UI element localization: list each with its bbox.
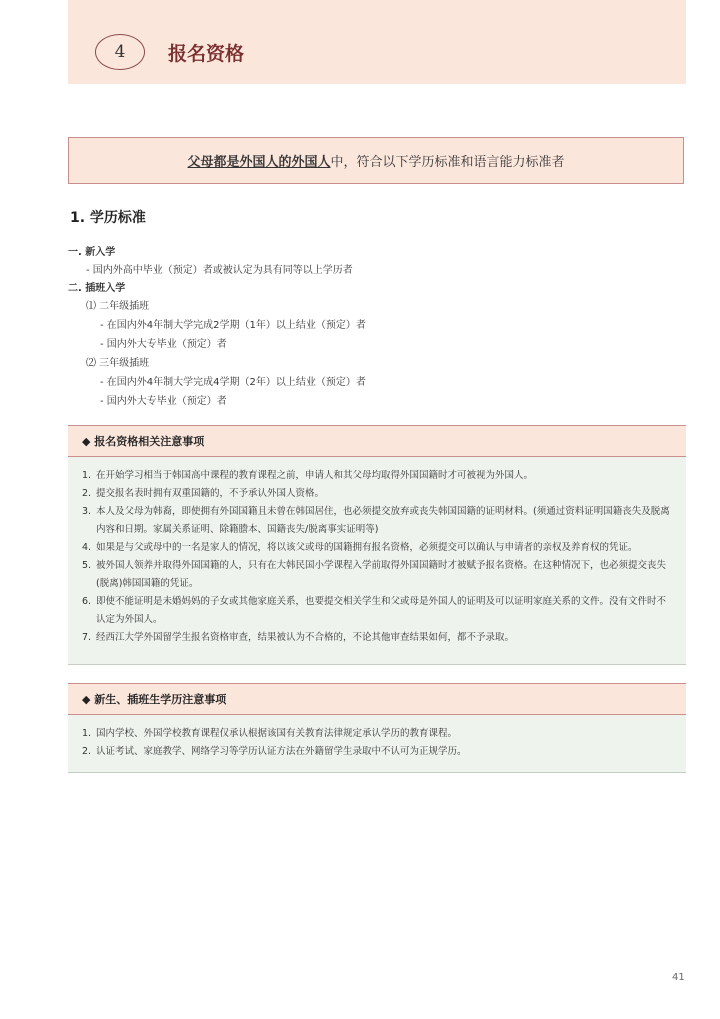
section-title: 报名资格 <box>168 43 245 65</box>
list-item: 1. 国内学校、外国学校教育课程仅承认根据该国有关教育法律规定承认学历的教育课程。 <box>82 728 458 739</box>
list-item: 7. 经西江大学外国留学生报名资格审查，结果被认为不合格的，不论其他审查结果如何，都不予录取。 <box>82 632 515 643</box>
list-item: 2. 认证考试、家庭教学、网络学习等学历认证方法在外籍留学生录取中不认可为正规学历。 <box>82 746 467 757</box>
new-entry-label: 一. 新入学 <box>68 247 116 258</box>
transfer-item: - 国内外大专毕业（预定）者 <box>100 339 227 350</box>
transfer-item: - 国内外大专毕业（预定）者 <box>100 396 227 407</box>
transfer-group-label: ⑴ 二年级插班 <box>86 301 150 312</box>
section-number-badge: 4 <box>95 34 145 70</box>
list-item: 3. 本人及父母为韩裔，即使拥有外国国籍且未曾在韩国居住，也必须提交放弃或丧失韩国国籍的证明材料。(须通过资料证明国籍丧失及脱离内容和日期。家属关系证明、除籍謄本、国籍丧失/脱离事实证明等) <box>82 506 670 535</box>
list-item: 4. 如果是与父或母中的一名是家人的情况，将以该父或母的国籍拥有报名资格，必须提交可以确认与申请者的亲权及养育权的凭证。 <box>82 542 638 553</box>
education-heading: 1. 学历标准 <box>70 210 146 226</box>
list-item: 6. 即使不能证明是未婚妈妈的子女或其他家庭关系，也要提交相关学生和父或母是外国人的证明及可以证明家庭关系的文件。没有文件时不认定为外国人。 <box>82 596 667 625</box>
education-notes-title: ◆ 新生、插班生学历注意事项 <box>68 683 686 715</box>
eligibility-notes-list <box>68 457 686 655</box>
list-item: 2. 提交报名表时拥有双重国籍的，不予承认外国人资格。 <box>82 488 325 499</box>
new-entry-item: - 国内外高中毕业（预定）者或被认定为具有同等以上学历者 <box>86 265 353 276</box>
transfer-label: 二. 插班入学 <box>68 283 126 294</box>
eligibility-notes-box <box>68 425 686 665</box>
banner-emphasis: 父母都是外国人的外国人 <box>187 155 331 170</box>
page-number: 41 <box>672 972 685 983</box>
list-item: 1. 在开始学习相当于韩国高中课程的教育课程之前，申请人和其父母均取得外国国籍时才可被视为外国人。 <box>82 470 534 481</box>
education-notes-box <box>68 683 686 773</box>
transfer-item: - 在国内外4年制大学完成2学期（1年）以上结业（预定）者 <box>100 320 366 331</box>
list-item: 5. 被外国人领养并取得外国国籍的人，只有在大韩民国小学课程入学前取得外国国籍时才被赋予报名资格。在这种情况下，也必须提交丧失(脱离)韩国国籍的凭证。 <box>82 560 667 589</box>
eligibility-notes-title: ◆ 报名资格相关注意事项 <box>68 425 686 457</box>
banner-text: 中，符合以下学历标准和语言能力标准者 <box>330 155 565 170</box>
section-header <box>68 0 686 84</box>
transfer-group-label: ⑵ 三年级插班 <box>86 358 150 369</box>
education-notes-list <box>68 715 686 769</box>
eligibility-banner <box>68 137 684 184</box>
transfer-item: - 在国内外4年制大学完成4学期（2年）以上结业（预定）者 <box>100 377 366 388</box>
